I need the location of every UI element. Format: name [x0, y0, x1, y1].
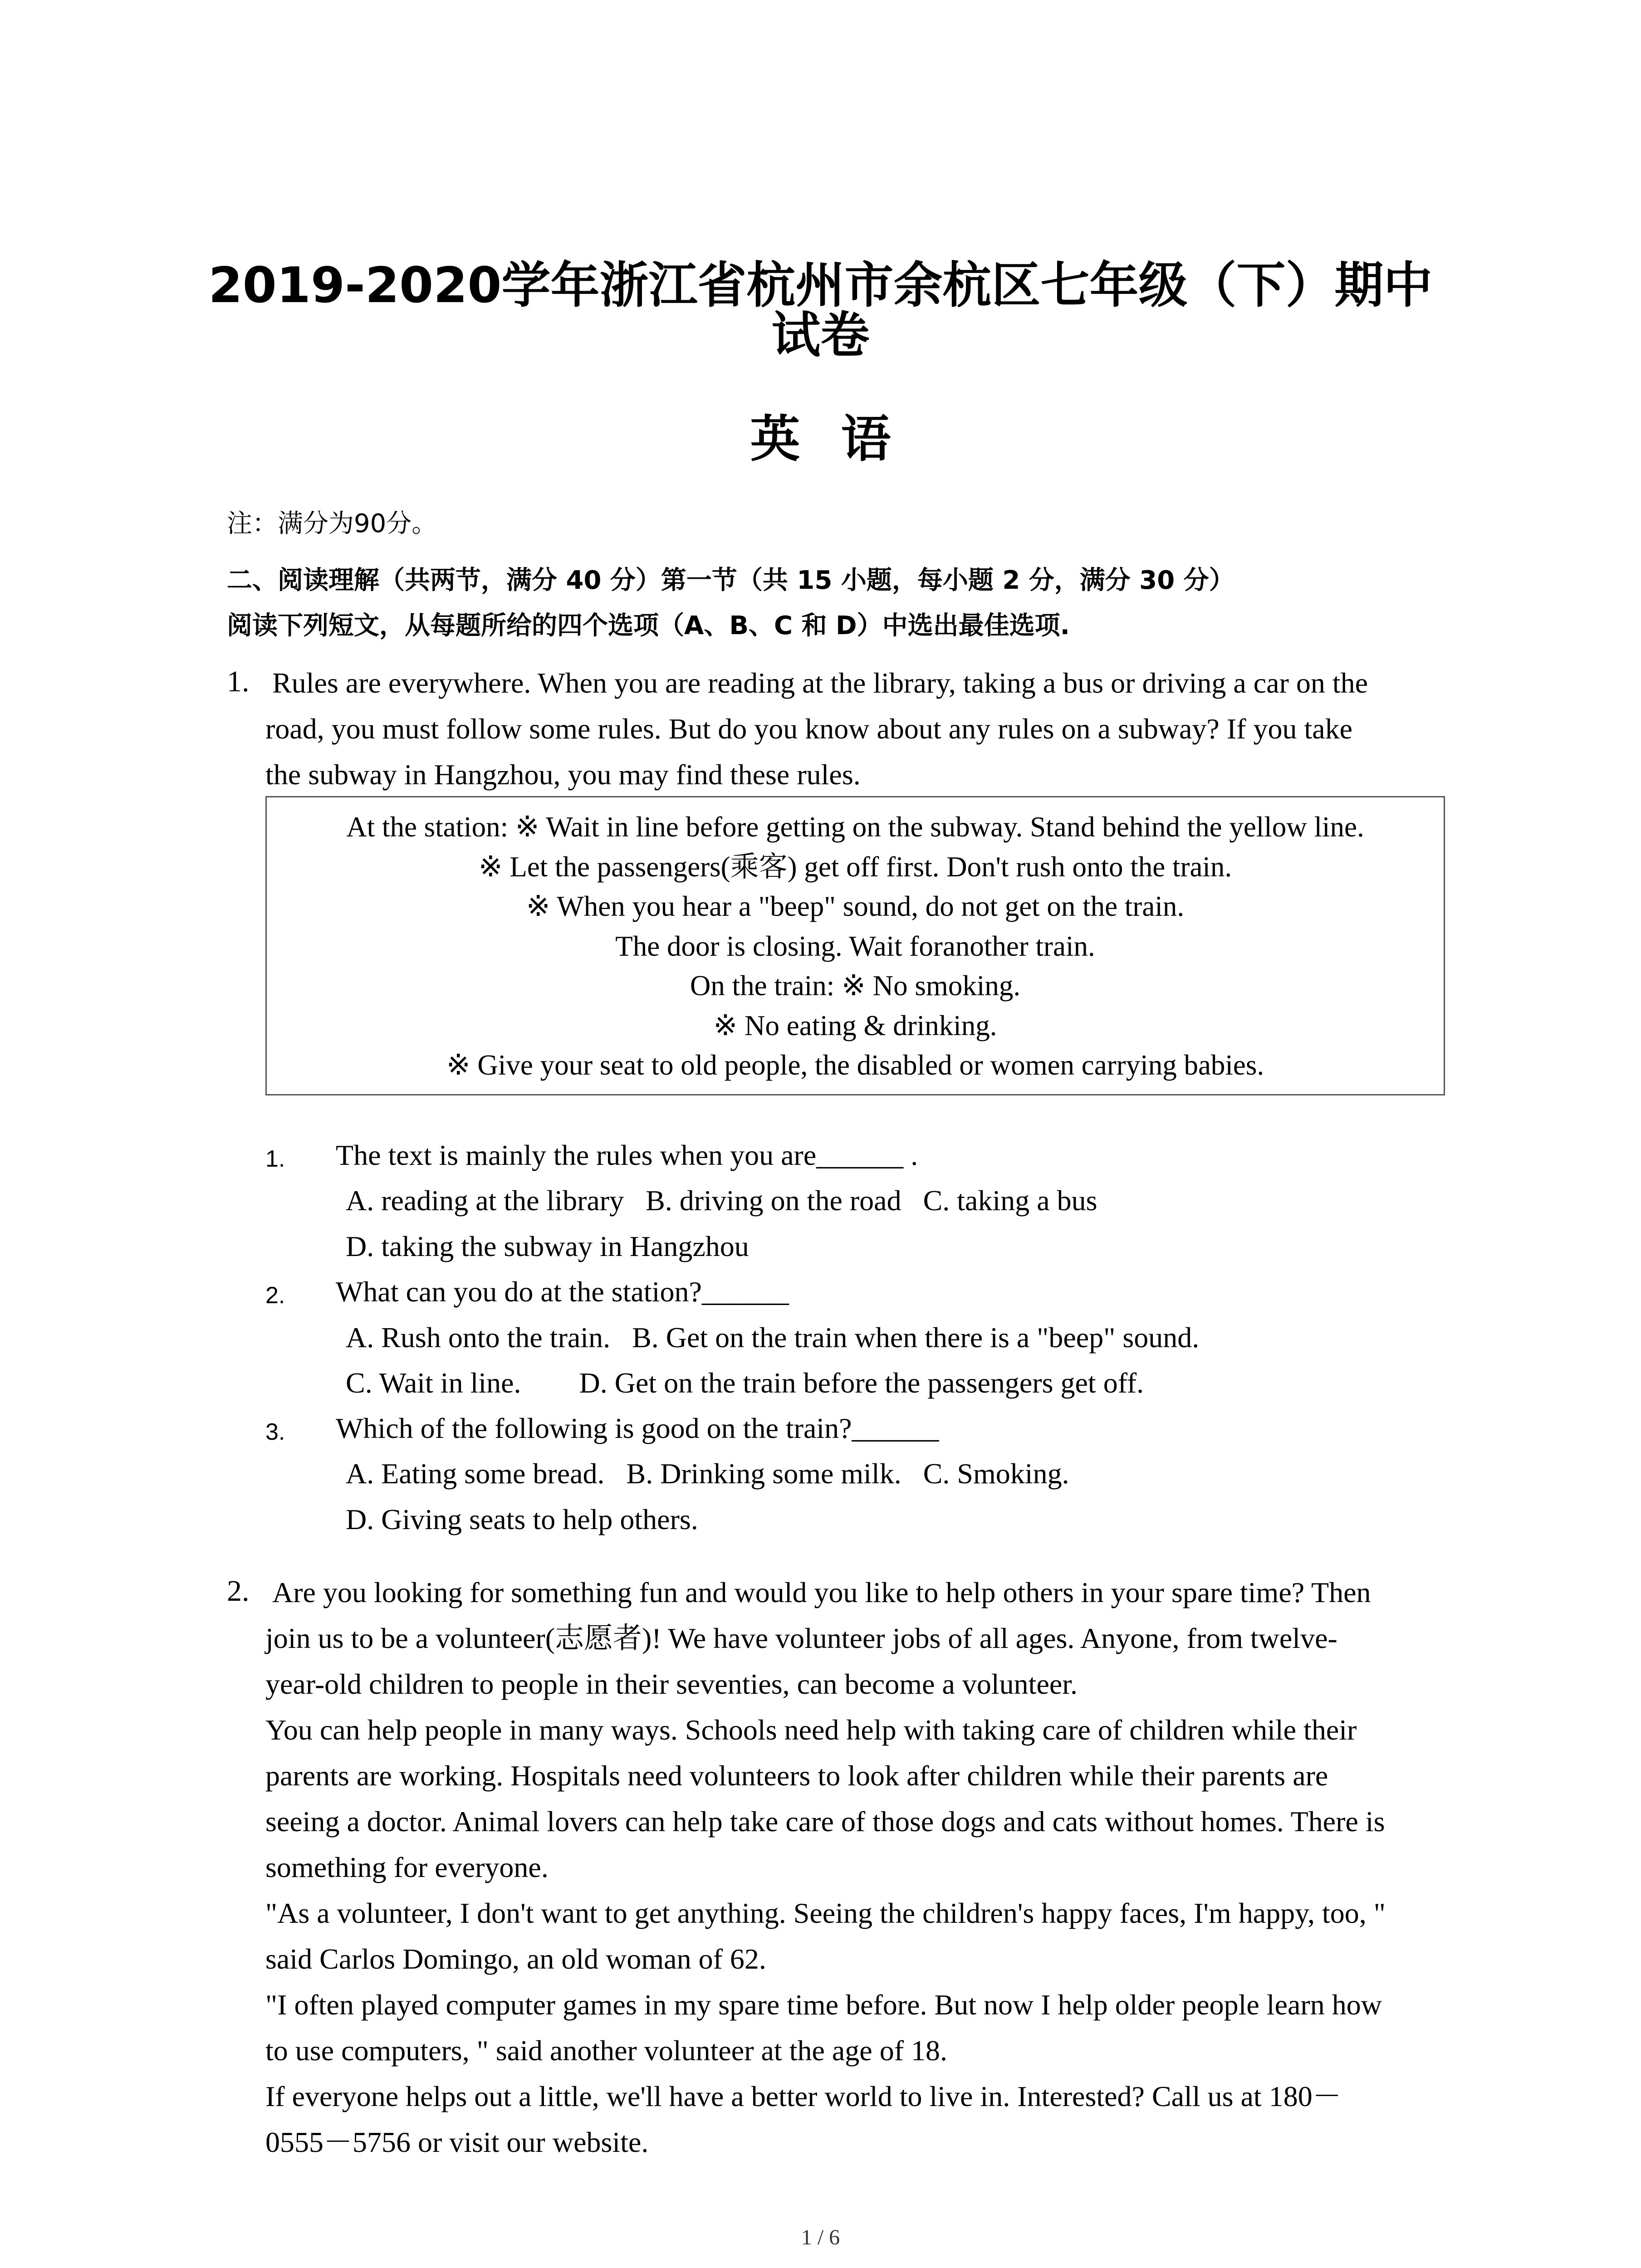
subway-rules-box — [265, 796, 1445, 1095]
rule-line: ※ When you hear a "beep" sound, do not get on the train. — [526, 890, 1185, 922]
section-heading: 二、阅读理解（共两节，满分 40 分）第一节（共 15 小题，每小题 2 分，满分 30 分） — [227, 566, 1234, 595]
question-options: A. Eating some bread. B. Drinking some milk. C. Smoking. — [346, 1457, 1069, 1490]
score-note: 注：满分为90分。 — [227, 509, 437, 538]
rule-line: At the station: ※ Wait in line before getting on the subway. Stand behind the yellow line. — [346, 811, 1364, 843]
passage-line: 0555－5756 or visit our website. — [265, 2126, 649, 2158]
passage-2-text — [265, 1569, 1463, 2165]
section-instructions: 阅读下列短文，从每题所给的四个选项（A、B、C 和 D）中选出最佳选项. — [227, 611, 1070, 640]
passage-number: 1. — [227, 665, 250, 698]
passage-1-text — [265, 660, 1463, 797]
passage-line: You can help people in many ways. Schools need help with taking care of children while their — [265, 1714, 1357, 1746]
question-options: D. Giving seats to help others. — [346, 1503, 698, 1535]
passage-line: If everyone helps out a little, we'll have a better world to live in. Interested? Call us at 180－ — [265, 2080, 1342, 2112]
question-stem: The text is mainly the rules when you are______ . — [336, 1139, 918, 1171]
rule-line: ※ No eating & drinking. — [713, 1009, 997, 1041]
passage-number: 2. — [227, 1574, 250, 1608]
exam-title-line-2: 试卷 — [771, 307, 870, 364]
question-options: C. Wait in line. D. Get on the train before the passengers get off. — [346, 1367, 1144, 1399]
question-options: A. Rush onto the train. B. Get on the train when there is a "beep" sound. — [346, 1321, 1200, 1354]
passage-line: Are you looking for something fun and would you like to help others in your spare time? Then — [272, 1576, 1371, 1608]
passage-line: the subway in Hangzhou, you may find these rules. — [265, 758, 861, 791]
question-options: A. reading at the library B. driving on the road C. taking a bus — [346, 1184, 1097, 1217]
rule-line: ※ Let the passengers(乘客) get off first. Don't rush onto the train. — [478, 850, 1232, 883]
question-number: 2. — [265, 1282, 285, 1309]
passage-line: seeing a doctor. Animal lovers can help take care of those dogs and cats without homes. There is — [265, 1805, 1385, 1838]
passage-line: said Carlos Domingo, an old woman of 62. — [265, 1943, 766, 1975]
passage-line: road, you must follow some rules. But do you know about any rules on a subway? If you take — [265, 713, 1353, 745]
page-number: 1 / 6 — [801, 2225, 840, 2249]
passage-line: to use computers, " said another volunteer at the age of 18. — [265, 2034, 947, 2067]
rule-line: ※ Give your seat to old people, the disabled or women carrying babies. — [446, 1049, 1264, 1081]
passage-line: "As a volunteer, I don't want to get anything. Seeing the children's happy faces, I'm happy, too, " — [265, 1897, 1386, 1929]
rule-line: On the train: ※ No smoking. — [690, 970, 1021, 1002]
question-number: 1. — [265, 1146, 285, 1172]
question-stem: What can you do at the station?______ — [336, 1276, 789, 1308]
passage-line: Rules are everywhere. When you are reading at the library, taking a bus or driving a car on the — [272, 667, 1368, 699]
question-options: D. taking the subway in Hangzhou — [346, 1230, 749, 1262]
passage-line: year-old children to people in their seventies, can become a volunteer. — [265, 1668, 1078, 1700]
passage-line: "I often played computer games in my spare time before. But now I help older people learn how — [265, 1989, 1382, 2021]
passage-line: something for everyone. — [265, 1851, 549, 1883]
passage-line: parents are working. Hospitals need volunteers to look after children while their parents are — [265, 1760, 1328, 1792]
rule-line: The door is closing. Wait foranother train. — [615, 930, 1095, 962]
question-number: 3. — [265, 1419, 285, 1445]
passage-line: join us to be a volunteer(志愿者)! We have volunteer jobs of all ages. Anyone, from twelve- — [265, 1622, 1337, 1654]
exam-title-line-1: 2019-2020学年浙江省杭州市余杭区七年级（下）期中 — [208, 257, 1433, 314]
subject-heading: 英语 — [750, 410, 932, 468]
question-stem: Which of the following is good on the train?______ — [336, 1412, 939, 1444]
